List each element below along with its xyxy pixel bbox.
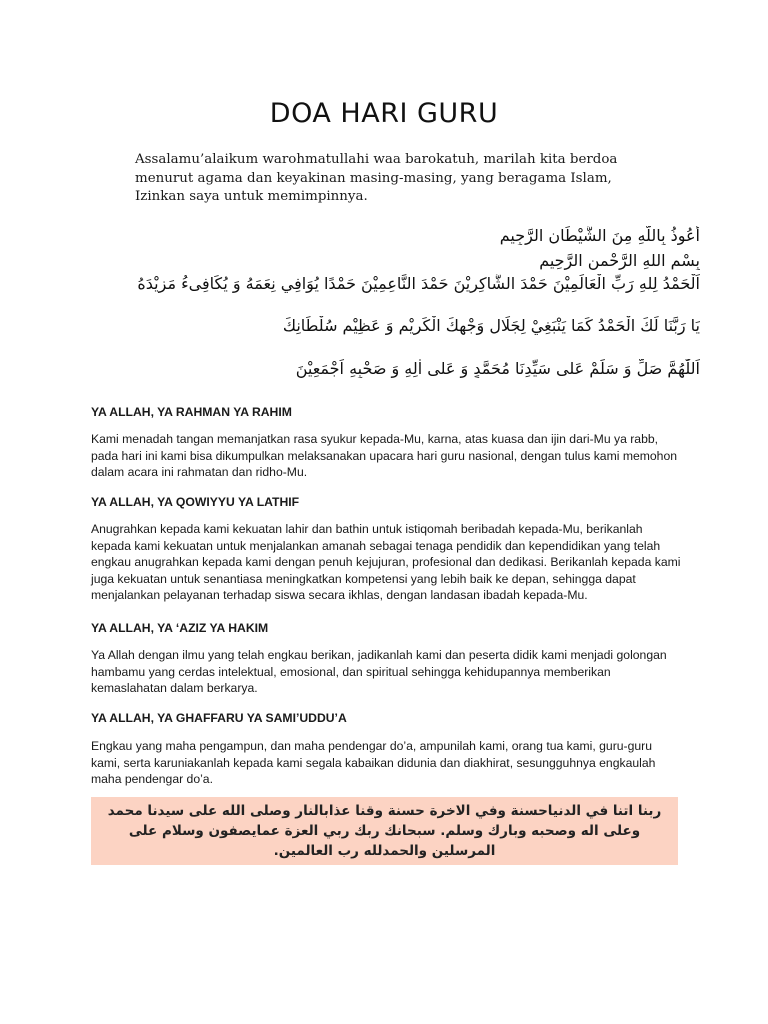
- section-heading: YA ALLAH, YA QOWIYYU YA LATHIF: [91, 495, 300, 509]
- arabic-basmalah: بِسْمِ اللهِ الرَّحْمنِ الرَّحِيمِ: [539, 251, 700, 270]
- section-body: Engkau yang maha pengampun, dan maha pendengar do’a, ampunilah kami, orang tua kami, guru-guru kami, serta karuniakanlah kepada kami segala kabaikan didunia dan diakhirat, sesungguhnya engkaulah maha pendengar do’a.: [91, 739, 656, 786]
- closing-dua-text: ربنا اتنا في الدنياحسنة وفي الاخرة حسنة وقنا عذابالنار وصلى الله على سيدنا محمد وعلى اله وصحبه وبارك وسلم. سبحانك ربك ربي العزة عمايصفون وسلام على المرسلين والحمدلله رب العالمين.: [107, 803, 662, 859]
- section-heading: YA ALLAH, YA RAHMAN YA RAHIM: [91, 405, 292, 419]
- section-body: Anugrahkan kepada kami kekuatan lahir dan bathin untuk istiqomah beribadah kepada-Mu, berikanlah kepada kami kekuatan untuk menjalankan amanah sebagai tenaga pendidik dan kependidikan yang telah engkau anugrahkan kepada kami dengan penuh kejujuran, profesional dan dedikasi. Berikanlah kepada kami juga kekuatan untuk senantiasa meningkatkan kompetensi yang lebih baik ke depan, sehingga dapat menjalankan pelayanan terhadap siswa secara ikhlas, dengan landasan ibadah kepada-Mu.: [91, 522, 681, 602]
- section-heading: YA ALLAH, YA GHAFFARU YA SAMI’UDDU’A: [91, 711, 347, 725]
- arabic-taawudz: أَعُوذُ بِاللَّهِ مِنَ الشَّيْطَانِ الرَّجِيمِ: [499, 226, 700, 245]
- intro-paragraph: Assalamu’alaikum warohmatullahi waa barokatuh, marilah kita berdoa menurut agama dan keyakinan masing-masing, yang beragama Islam, Izinkan saya untuk memimpinnya.: [135, 152, 618, 204]
- section-body: Ya Allah dengan ilmu yang telah engkau berikan, jadikanlah kami dan peserta didik kami menjadi golongan hambamu yang cerdas intelektual, emosional, dan spiritual sehingga kehidupannya memberikan kemaslahatan dalam berkarya.: [91, 648, 667, 695]
- section-body: Kami menadah tangan memanjatkan rasa syukur kepada-Mu, karna, atas kuasa dan ijin dari-Mu ya rabb, pada hari ini kami bisa dikumpulkan melaksanakan upacara hari guru nasional, dengan tulus kami memohon dalam acara ini rahmatan dan ridho-Mu.: [91, 432, 678, 479]
- document-title: DOA HARI GURU: [269, 98, 499, 129]
- arabic-praise: يَا رَبَّنَا لَكَ الْحَمْدُ كَمَا يَنْبَغِيْ لِجَلَالِ وَجْهِكَ الْكَرِيْمِ وَ عَظِيْمِ سُلْطَانِكَ: [282, 316, 700, 335]
- arabic-shalawat: اَللّٰهُمَّ صَلِّ وَ سَلِّمْ عَلى سَيِّدِنَا مُحَمَّدٍ وَ عَلى اٰلِهِ وَ صَحْبِهِ اَجْمَعِيْنَ: [295, 359, 700, 378]
- section-heading: YA ALLAH, YA ‘AZIZ YA HAKIM: [91, 621, 269, 635]
- closing-dua-box: [91, 797, 678, 865]
- arabic-hamdalah: اَلْحَمْدُ لِلهِ رَبِّ الْعَالَمِيْنَ حَمْدَ الشَّاكِرِيْنَ حَمْدَ النَّاعِمِيْنَ حَمْدًا يُوَافِي نِعَمَهُ وَ يُكَافِىءُ مَزِيْدَهُ: [137, 274, 700, 293]
